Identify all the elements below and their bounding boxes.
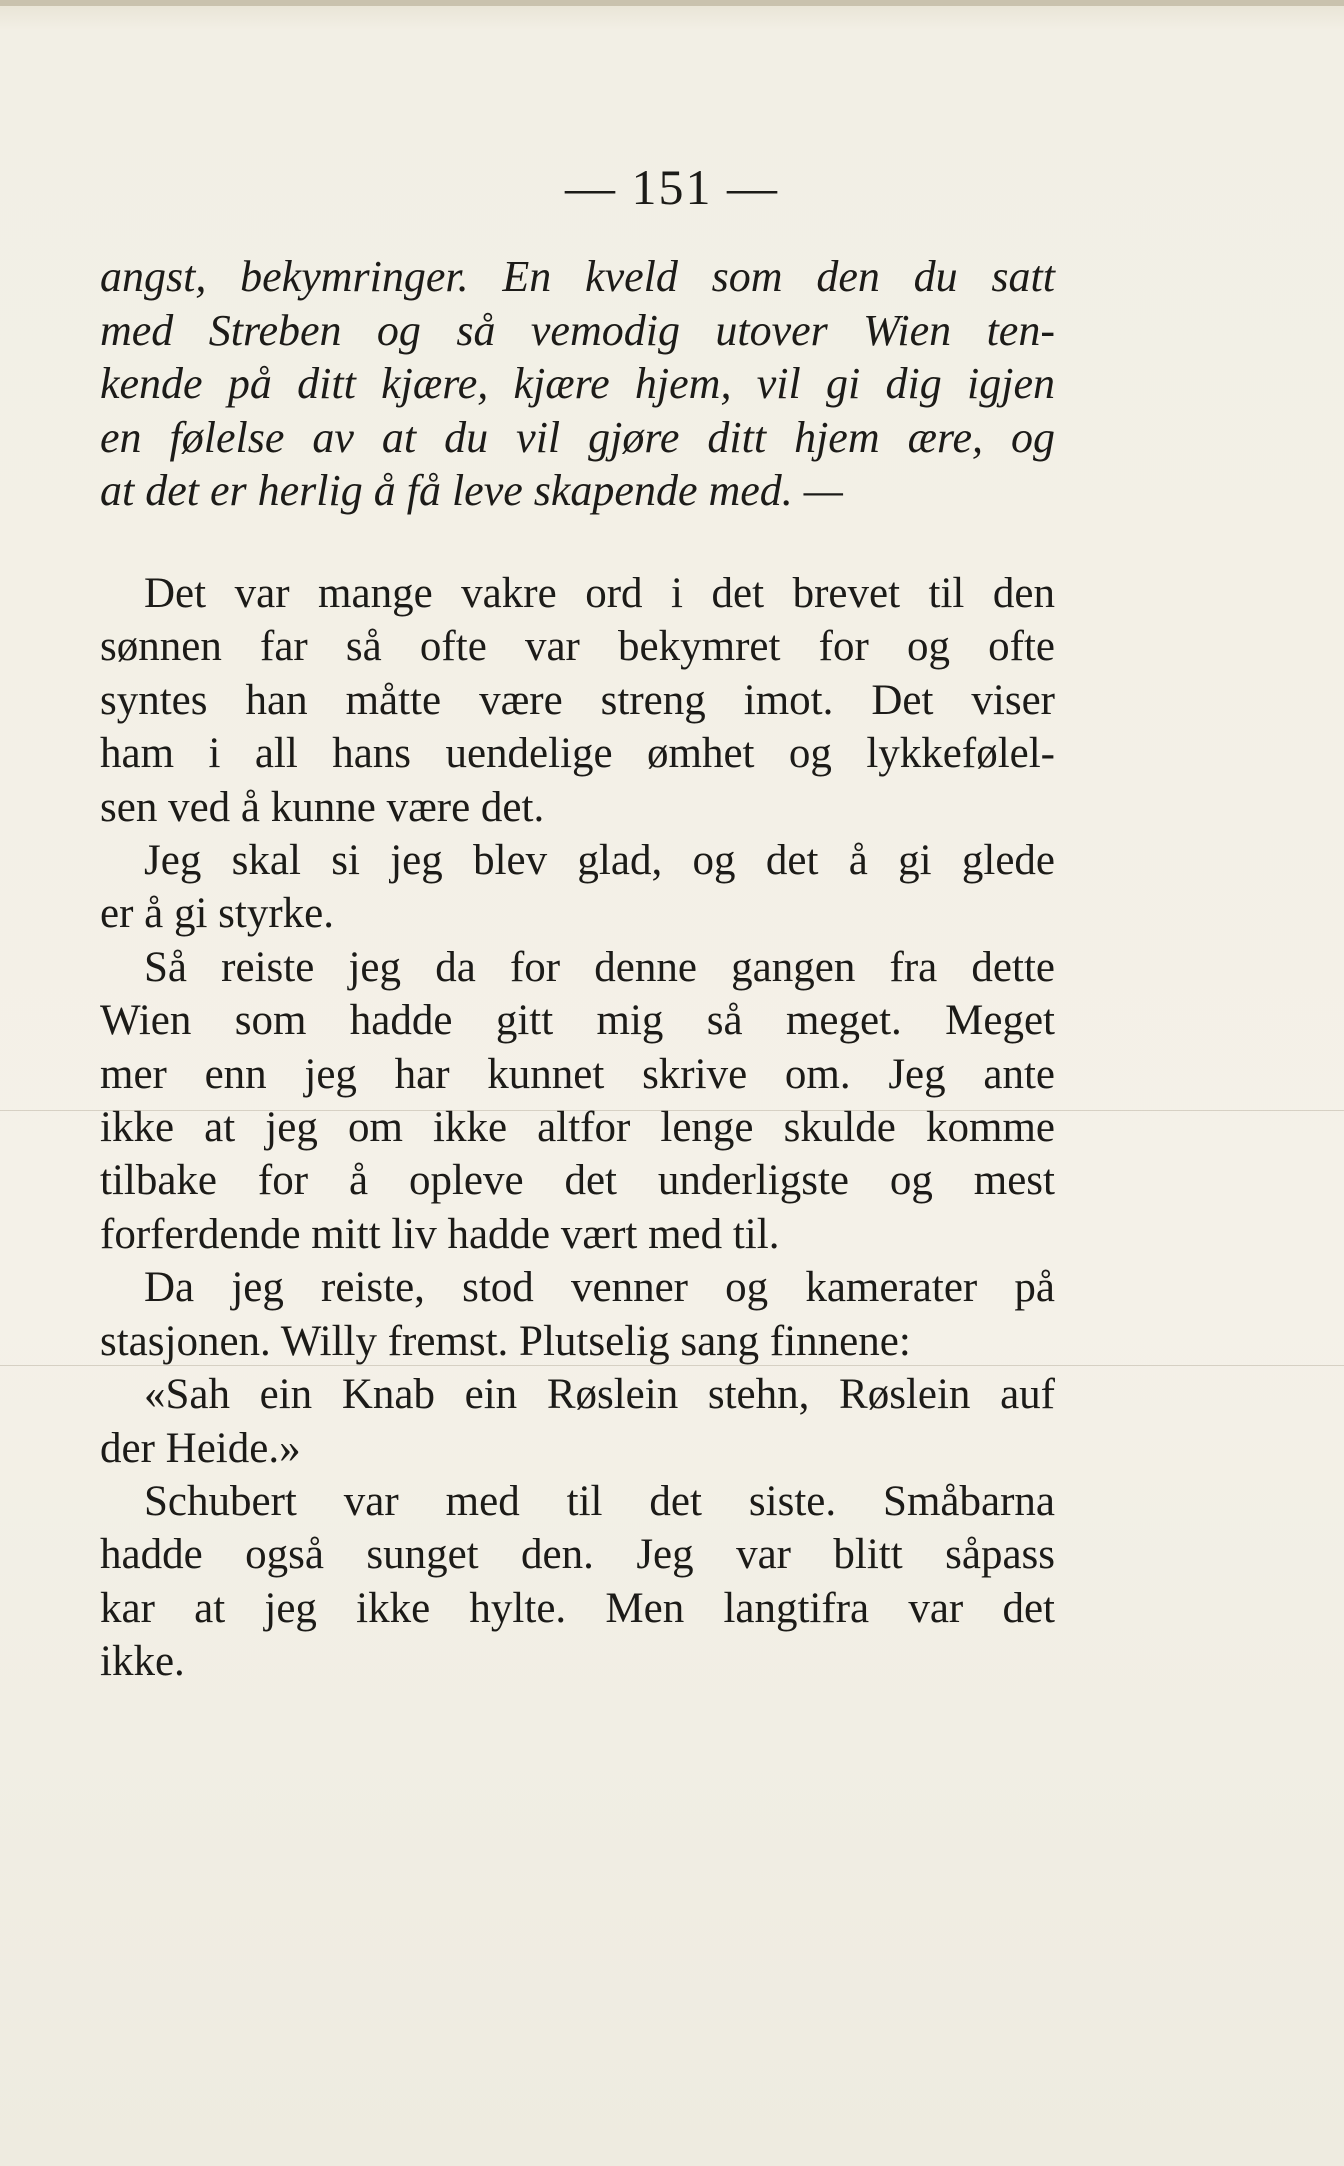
text-line: Jeg skal si jeg blev glad, og det å gi glede xyxy=(144,837,1055,885)
text-line: sen ved å kunne være det. xyxy=(100,783,545,831)
text-line: forferdende mitt liv hadde vært med til. xyxy=(100,1210,780,1258)
text-line: er å gi styrke. xyxy=(100,890,335,938)
text-line: ikke. xyxy=(100,1638,185,1686)
text-line: Da jeg reiste, stod venner og kamerater på xyxy=(144,1264,1055,1312)
text-line: Wien som hadde gitt mig så meget. Meget xyxy=(100,997,1055,1045)
text-line: syntes han måtte være streng imot. Det viser xyxy=(100,676,1055,724)
text-line: ham i all hans uendelige ømhet og lykkefølel- xyxy=(100,730,1055,778)
text-line: en følelse av at du vil gjøre ditt hjem ære, og xyxy=(100,412,1055,462)
text-line: med Streben og så vemodig utover Wien ten- xyxy=(100,305,1055,355)
text-line: stasjonen. Willy fremst. Plutselig sang finnene: xyxy=(100,1317,911,1365)
paragraph xyxy=(100,1261,1055,1368)
text-line: Schubert var med til det siste. Småbarna xyxy=(144,1477,1055,1525)
text-line: kar at jeg ikke hylte. Men langtifra var det xyxy=(100,1584,1055,1632)
page-number: — 151 — xyxy=(565,159,779,215)
text-line: hadde også sunget den. Jeg var blitt såpass xyxy=(100,1531,1055,1579)
text-line: kende på ditt kjære, kjære hjem, vil gi dig igjen xyxy=(100,359,1055,409)
text-line: mer enn jeg har kunnet skrive om. Jeg ante xyxy=(100,1050,1055,1098)
paragraph xyxy=(100,941,1055,1261)
text-line: Det var mange vakre ord i det brevet til den xyxy=(144,570,1055,617)
text-line: der Heide.» xyxy=(100,1424,301,1472)
paragraph xyxy=(100,834,1055,941)
text-line: sønnen far så ofte var bekymret for og ofte xyxy=(100,623,1055,671)
text-line: ikke at jeg om ikke altfor lenge skulde komme xyxy=(100,1104,1055,1152)
text-line: at det er herlig å få leve skapende med. — xyxy=(100,466,843,516)
italic-paragraph xyxy=(100,250,1055,518)
paragraph xyxy=(100,1475,1055,1689)
paragraph xyxy=(100,567,1055,834)
page-top-edge xyxy=(0,0,1344,6)
paragraph xyxy=(100,1368,1055,1475)
text-line: Så reiste jeg da for denne gangen fra dette xyxy=(144,943,1055,991)
body-text xyxy=(100,567,1055,1689)
text-line: «Sah ein Knab ein Røslein stehn, Røslein auf xyxy=(144,1371,1055,1419)
text-line: tilbake for å opleve det underligste og mest xyxy=(100,1157,1055,1205)
text-line: angst, bekymringer. En kveld som den du satt xyxy=(100,252,1055,301)
